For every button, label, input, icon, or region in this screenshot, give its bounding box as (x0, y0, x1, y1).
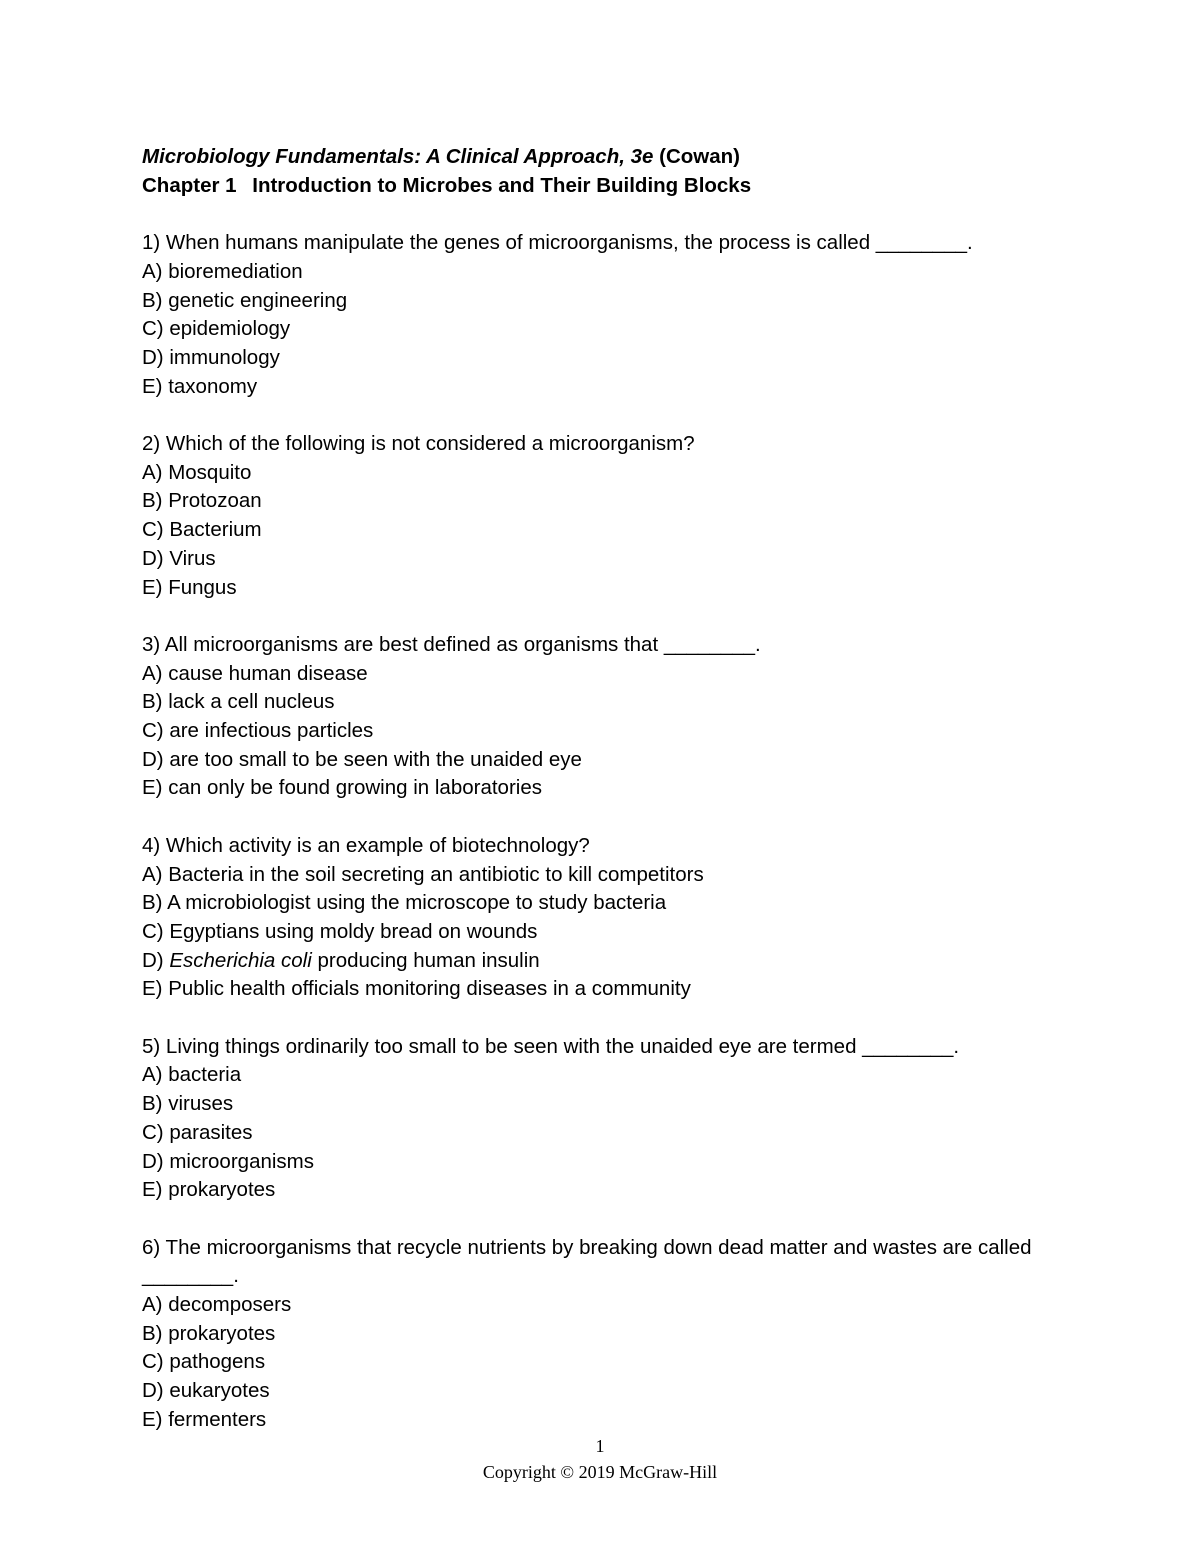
question-stem: 3) All microorganisms are best defined as organisms that ________. (142, 632, 761, 656)
option-e: E) Public health officials monitoring diseases in a community (142, 977, 691, 1001)
book-title: Microbiology Fundamentals: A Clinical Approach, 3e (142, 145, 654, 168)
option-a: A) decomposers (142, 1293, 292, 1317)
option-d (142, 947, 1042, 976)
option-c: C) Egyptians using moldy bread on wounds (142, 919, 538, 943)
question-1 (142, 229, 1042, 401)
question-stem: 5) Living things ordinarily too small to be seen with the unaided eye are termed ________. (142, 1034, 960, 1058)
option-b: B) prokaryotes (142, 1321, 276, 1345)
question-stem: 2) Which of the following is not considered a microorganism? (142, 432, 695, 455)
option-e: E) taxonomy (142, 374, 258, 398)
copyright-notice: Copyright © 2019 McGraw-Hill (482, 1462, 718, 1482)
option-c: C) Bacterium (142, 518, 262, 542)
option-c: C) are infectious particles (142, 719, 374, 743)
question-6 (142, 1234, 1042, 1435)
option-c: C) pathogens (142, 1350, 266, 1374)
option-a: A) cause human disease (142, 661, 368, 685)
option-e: E) can only be found growing in laboratories (142, 776, 542, 800)
question-stem: 4) Which activity is an example of biotechnology? (142, 833, 590, 857)
option-d: D) eukaryotes (142, 1379, 270, 1403)
book-author: (Cowan) (659, 145, 740, 168)
option-b: B) lack a cell nucleus (142, 690, 335, 714)
option-d-rest: producing human insulin (317, 948, 540, 972)
option-e: E) prokaryotes (142, 1178, 276, 1202)
option-d-prefix: D) (142, 948, 164, 972)
option-b: B) Protozoan (142, 489, 262, 513)
option-d: D) are too small to be seen with the unaided eye (142, 747, 582, 771)
option-e: E) Fungus (142, 575, 237, 599)
question-stem: 6) The microorganisms that recycle nutrients by breaking down dead matter and wastes are called ________. (142, 1235, 1032, 1288)
option-c: C) epidemiology (142, 317, 291, 341)
document-content (142, 143, 1042, 1435)
option-a: A) Mosquito (142, 460, 252, 484)
chapter-title: Introduction to Microbes and Their Building Blocks (252, 173, 752, 197)
chapter-label: Chapter 1 (142, 173, 237, 197)
option-b: B) genetic engineering (142, 288, 348, 312)
option-d-species: Escherichia coli (169, 948, 312, 972)
option-a: A) Bacteria in the soil secreting an antibiotic to kill competitors (142, 862, 704, 886)
page-number: 1 (595, 1436, 605, 1456)
question-2 (142, 430, 1042, 602)
question-3 (142, 631, 1042, 803)
question-5 (142, 1033, 1042, 1205)
option-d: D) immunology (142, 345, 280, 369)
option-d: D) microorganisms (142, 1149, 314, 1173)
chapter-heading (142, 172, 1042, 201)
option-b: B) A microbiologist using the microscope to study bacteria (142, 891, 667, 915)
question-4 (142, 832, 1042, 1004)
option-a: A) bioremediation (142, 259, 303, 283)
question-stem: 1) When humans manipulate the genes of microorganisms, the process is called ________. (142, 231, 973, 255)
option-d: D) Virus (142, 546, 216, 570)
option-a: A) bacteria (142, 1063, 242, 1087)
option-e: E) fermenters (142, 1407, 267, 1431)
option-c: C) parasites (142, 1120, 253, 1144)
option-b: B) viruses (142, 1092, 234, 1116)
book-title-line (142, 143, 1042, 172)
